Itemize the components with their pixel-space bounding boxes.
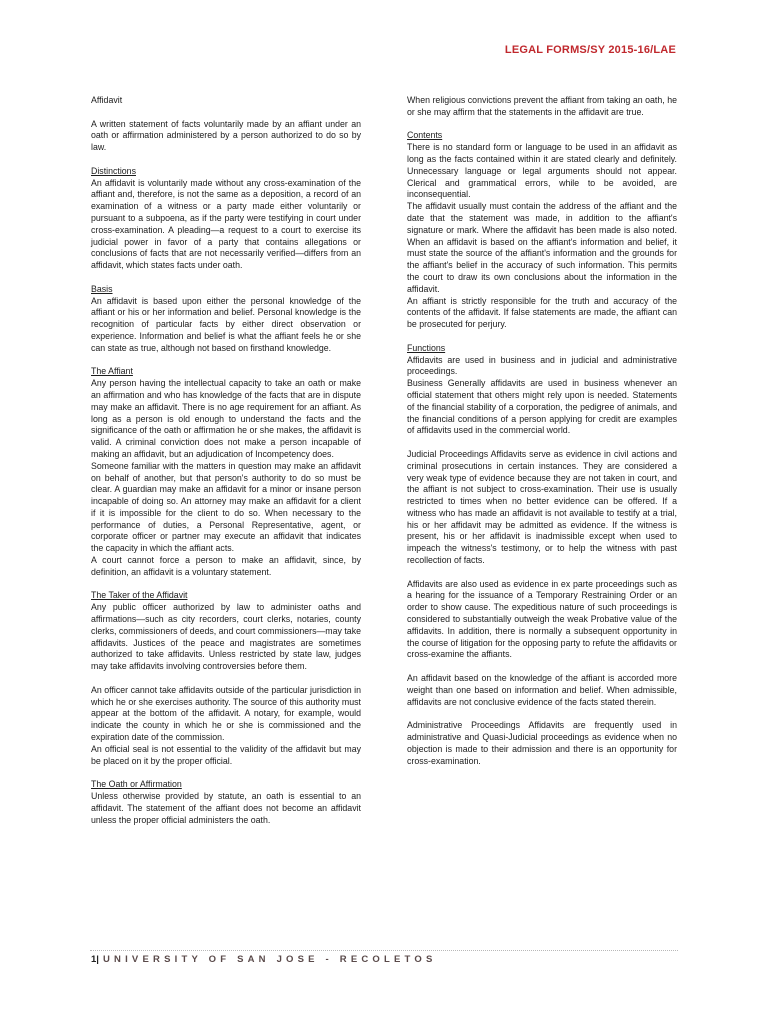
functions-section (407, 343, 677, 437)
taker-paragraph-2: An officer cannot take affidavits outside of the particular jurisdiction in which he or she exercises authority. The source of this authority must appear at the bottom of the affidavit. A notary, for example, would indicate the county in which he or she is commissioned and the expiration date of the commission. (91, 684, 361, 743)
affiant-paragraph-3: A court cannot force a person to make an affidavit, since, by definition, an affidavit is a voluntary statement. (91, 555, 361, 577)
distinctions-section (91, 166, 361, 272)
affiant-paragraph-2: Someone familiar with the matters in question may make an affidavit on behalf of another, but that person's authority to do so must be clear. A guardian may make an affidavit for a minor or insane person incapable of doing so. An attorney may make an affidavit for a client if it is impossible for the client to do so. When necessary to the performance of duties, a Personal Representative, agent, or corporate officer or partner may execute an affidavit that indicates the capacity in which the affiant acts. (91, 460, 361, 554)
oath-heading: The Oath or Affirmation (91, 779, 182, 790)
document-title: Affidavit (91, 95, 123, 105)
basis-heading: Basis (91, 283, 113, 294)
functions-heading: Functions (407, 342, 446, 353)
administrative-proceedings-paragraph: Administrative Proceedings Affidavits are frequently used in administrative and Quasi-Judicial proceedings as evidence when no objection is made to their admission and there is an opportunity for cross-examination. (407, 720, 677, 766)
oath-section (91, 779, 361, 826)
right-column (407, 95, 677, 779)
functions-paragraph-1: Affidavits are used in business and in judicial and administrative proceedings. (407, 354, 677, 377)
page-footer (91, 954, 437, 965)
oath-continued-paragraph: When religious convictions prevent the affiant from taking an oath, he or she may affirm that the statements in the affidavit are true. (407, 95, 677, 117)
basis-section (91, 284, 361, 355)
contents-paragraph-2: The affidavit usually must contain the address of the affiant and the date that the statement was made, in addition to the affiant's signature or mark. Where the affidavit has been made is also noted. When an affidavit is based on the affiant's information and belief, it must state the source of the affiant's information and the grounds for the affiant's belief in the accuracy of such information. This permits the court to draw its own conclusions about the information in the affidavit. (407, 201, 677, 294)
institution-name: UNIVERSITY OF SAN JOSE - RECOLETOS (102, 954, 437, 965)
functions-paragraph-2: Business Generally affidavits are used in business whenever an official statement that others might rely upon is needed. Statements of the financial stability of a corporation, the pedigree of animals, and the financial conditions of a person applying for credit are examples of affidavits used in the commercial world. (407, 378, 677, 436)
knowledge-paragraph: An affidavit based on the knowledge of the affiant is accorded more weight than one based on information and belief. When admissible, affidavits are not conclusive evidence of the facts stated therein. (407, 673, 677, 707)
left-column (91, 95, 361, 838)
judicial-proceedings-paragraph: Judicial Proceedings Affidavits serve as evidence in civil actions and criminal prosecutions in certain instances. They are considered a very weak type of evidence because they are not taken in court, and the affiant is not subject to cross-examination. Their use is usually restricted to times when no better evidence can be offered. If a witness who has made an affidavit is not available to testify at a trial, his or her affidavit may be admitted as evidence. If the witness is present, his or her affidavit is inadmissible except when used to impeach the witness's testimony, or to help the witness with past recollection of facts. (407, 448, 677, 566)
basis-paragraph: An affidavit is based upon either the personal knowledge of the affiant or his or her information and belief. Personal knowledge is the recognition of particular facts by either direct observation or experience. Information and belief is what the affiant feels he or she can state as true, although not based on firsthand knowledge. (91, 295, 361, 353)
affiant-heading: The Affiant (91, 366, 133, 377)
taker-heading: The Taker of the Affidavit (91, 590, 188, 601)
page-number: 1 (91, 954, 97, 965)
distinctions-paragraph: An affidavit is voluntarily made without any cross-examination of the affiant and, therefore, is not the same as a deposition, a record of an examination of a witness or a party made either voluntarily or pursuant to a subpoena, as if the party were testifying in court under cross-examination. A pleading—a request to a court to exercise its judicial power in favor of a party that contains allegations or conclusions of facts that are not necessarily verified—differs from an affidavit, which states facts under oath. (91, 177, 361, 271)
taker-paragraph-1: Any public officer authorized by law to administer oaths and affirmations—such as city recorders, court clerks, notaries, county clerks, commissioners of deeds, and court commissioners—may take affidavits. Justices of the peace and magistrates are sometimes authorized to take affidavits. Unless restricted by state law, judges may take affidavits involving controversies before them. (91, 602, 361, 672)
contents-heading: Contents (407, 130, 443, 141)
intro-paragraph: A written statement of facts voluntarily made by an affiant under an oath or affirmation administered by a person authorized to do so by law. (91, 118, 361, 153)
taker-paragraph-3: An official seal is not essential to the validity of the affidavit but may be placed on it by the proper official. (91, 743, 361, 766)
oath-paragraph: Unless otherwise provided by statute, an oath is essential to an affidavit. The statement of the affiant does not become an affidavit unless the proper official administers the oath. (91, 791, 361, 825)
document-header-tag: LEGAL FORMS/SY 2015-16/LAE (504, 44, 676, 56)
contents-paragraph-1: There is no standard form or language to be used in an affidavit as long as the facts contained within it are stated clearly and definitely. Unnecessary language or legal arguments should not appear. Clerical and grammatical errors, while to be avoided, are inconsequential. (407, 142, 677, 200)
distinctions-heading: Distinctions (91, 165, 136, 176)
ex-parte-paragraph: Affidavits are also used as evidence in ex parte proceedings such as a hearing for the issuance of a Temporary Restraining Order or an order to show cause. The expeditious nature of such proceedings is considered to substantially outweigh the weak Probative value of the affidavits. In addition, there is normally a subsequent opportunity in the course of litigation for the opposing party to refute the affidavits or cross-examine the affiants. (407, 578, 677, 660)
affiant-paragraph-1: Any person having the intellectual capacity to take an oath or make an affirmation and who has knowledge of the facts that are in dispute may make an affidavit. There is no age requirement for an affiant. As long as a person is old enough to understand the facts and the significance of the oath or affirmation he or she makes, the affidavit is valid. A criminal conviction does not make a person incapable of making an affidavit, but an adjudication of Incompetency does. (91, 378, 361, 459)
affiant-section (91, 366, 361, 578)
contents-paragraph-3: An affiant is strictly responsible for the truth and accuracy of the contents of the affidavit. If false statements are made, the affiant can be prosecuted for perjury. (407, 295, 677, 330)
contents-section (407, 130, 677, 331)
footer-separator: | (96, 954, 99, 965)
footer-divider (90, 950, 678, 951)
taker-section (91, 590, 361, 767)
